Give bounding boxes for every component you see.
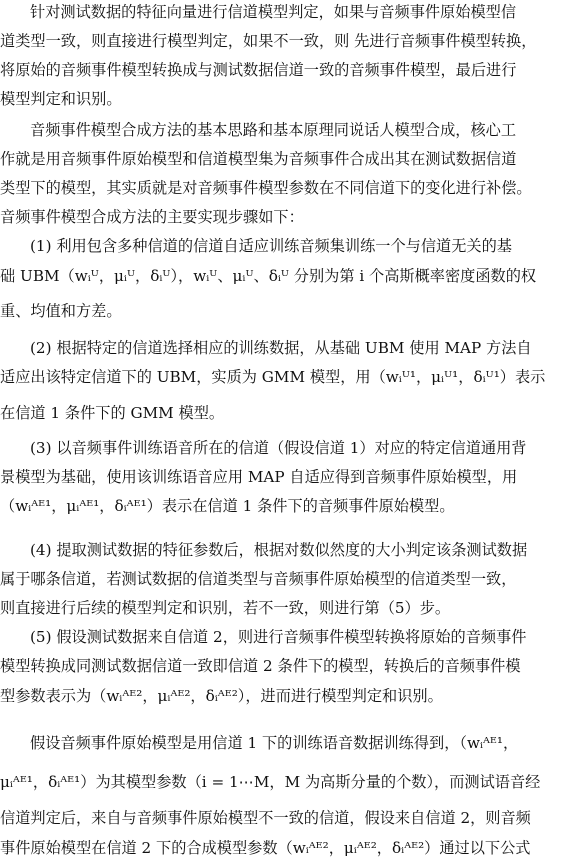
text-line: 音频事件模型合成方法的基本思路和基本原理同说话人模型合成，核心工 [30,121,516,139]
text-line: (3) 以音频事件训练语音所在的信道（假设信道 1）对应的特定信道通用背 [30,439,527,457]
text-line: (5) 假设测试数据来自信道 2，则进行音频事件模型转换将原始的音频事件 [30,628,527,646]
text-line: 模型判定和识别。 [0,90,122,108]
text-line: 景模型为基础，使用该训练语音应用 MAP 自适应得到音频事件原始模型，用 [0,468,518,486]
text-line: 针对测试数据的特征向量进行信道模型判定，如果与音频事件原始模型信 [30,3,516,21]
text-line: 适应出该特定信道下的 UBM，实质为 GMM 模型，用（wᵢᵁ¹，μᵢᵁ¹，δᵢᵁ¹）表示 [0,368,546,386]
text-line: 音频事件模型合成方法的主要实现步骤如下： [0,208,304,226]
text-line: μᵢᴬᴱ¹，δᵢᴬᴱ¹）为其模型参数（i = 1⋯M，M 为高斯分量的个数），而测试语音经 [0,773,541,791]
text-line: 重、均值和方差。 [0,302,122,320]
text-line: 型参数表示为（wᵢᴬᴱ²，μᵢᴬᴱ²，δᵢᴬᴱ²），进而进行模型判定和识别。 [0,687,443,705]
text-line: 将原始的音频事件模型转换成与测试数据信道一致的音频事件模型，最后进行 [0,61,517,79]
text-line: 事件原始模型在信道 2 下的合成模型参数（wᵢᴬᴱ²，μᵢᴬᴱ²，δᵢᴬᴱ²）通过以下公式 [0,839,531,857]
text-line: 作就是用音频事件原始模型和信道模型集为音频事件合成出其在测试数据信道 [0,150,517,168]
text-line: 类型下的模型，其实质就是对音频事件模型参数在不同信道下的变化进行补偿。 [0,179,532,197]
text-line: 则直接进行后续的模型判定和识别，若不一致，则进行第（5）步。 [0,599,451,617]
text-line: 假设音频事件原始模型是用信道 1 下的训练语音数据训练得到，（wᵢᴬᴱ¹， [30,734,519,752]
text-line: 道类型一致，则直接进行模型判定，如果不一致，则 先进行音频事件模型转换， [0,32,537,50]
text-line: 在信道 1 条件下的 GMM 模型。 [0,404,225,422]
text-line: 属于哪条信道，若测试数据的信道类型与音频事件原始模型的信道类型一致， [0,570,517,588]
text-line: (1) 利用包含多种信道的信道自适应训练音频集训练一个与信道无关的基 [30,237,512,255]
text-line: 础 UBM（wᵢᵁ，μᵢᵁ，δᵢᵁ），wᵢᵁ、μᵢᵁ、δᵢᵁ 分别为第 i 个高斯概率密度函数的权 [0,267,537,285]
text-line: (4) 提取测试数据的特征参数后，根据对数似然度的大小判定该条测试数据 [30,541,528,559]
text-line: 信道判定后，来自与音频事件原始模型不一致的信道，假设来自信道 2，则音频 [0,809,531,827]
text-line: (2) 根据特定的信道选择相应的训练数据，从基础 UBM 使用 MAP 方法自 [30,339,532,357]
text-line: 模型转换成同测试数据信道一致即信道 2 条件下的模型，转换后的音频事件模 [0,657,521,675]
text-line: （wᵢᴬᴱ¹，μᵢᴬᴱ¹，δᵢᴬᴱ¹）表示在信道 1 条件下的音频事件原始模型。 [0,497,455,515]
